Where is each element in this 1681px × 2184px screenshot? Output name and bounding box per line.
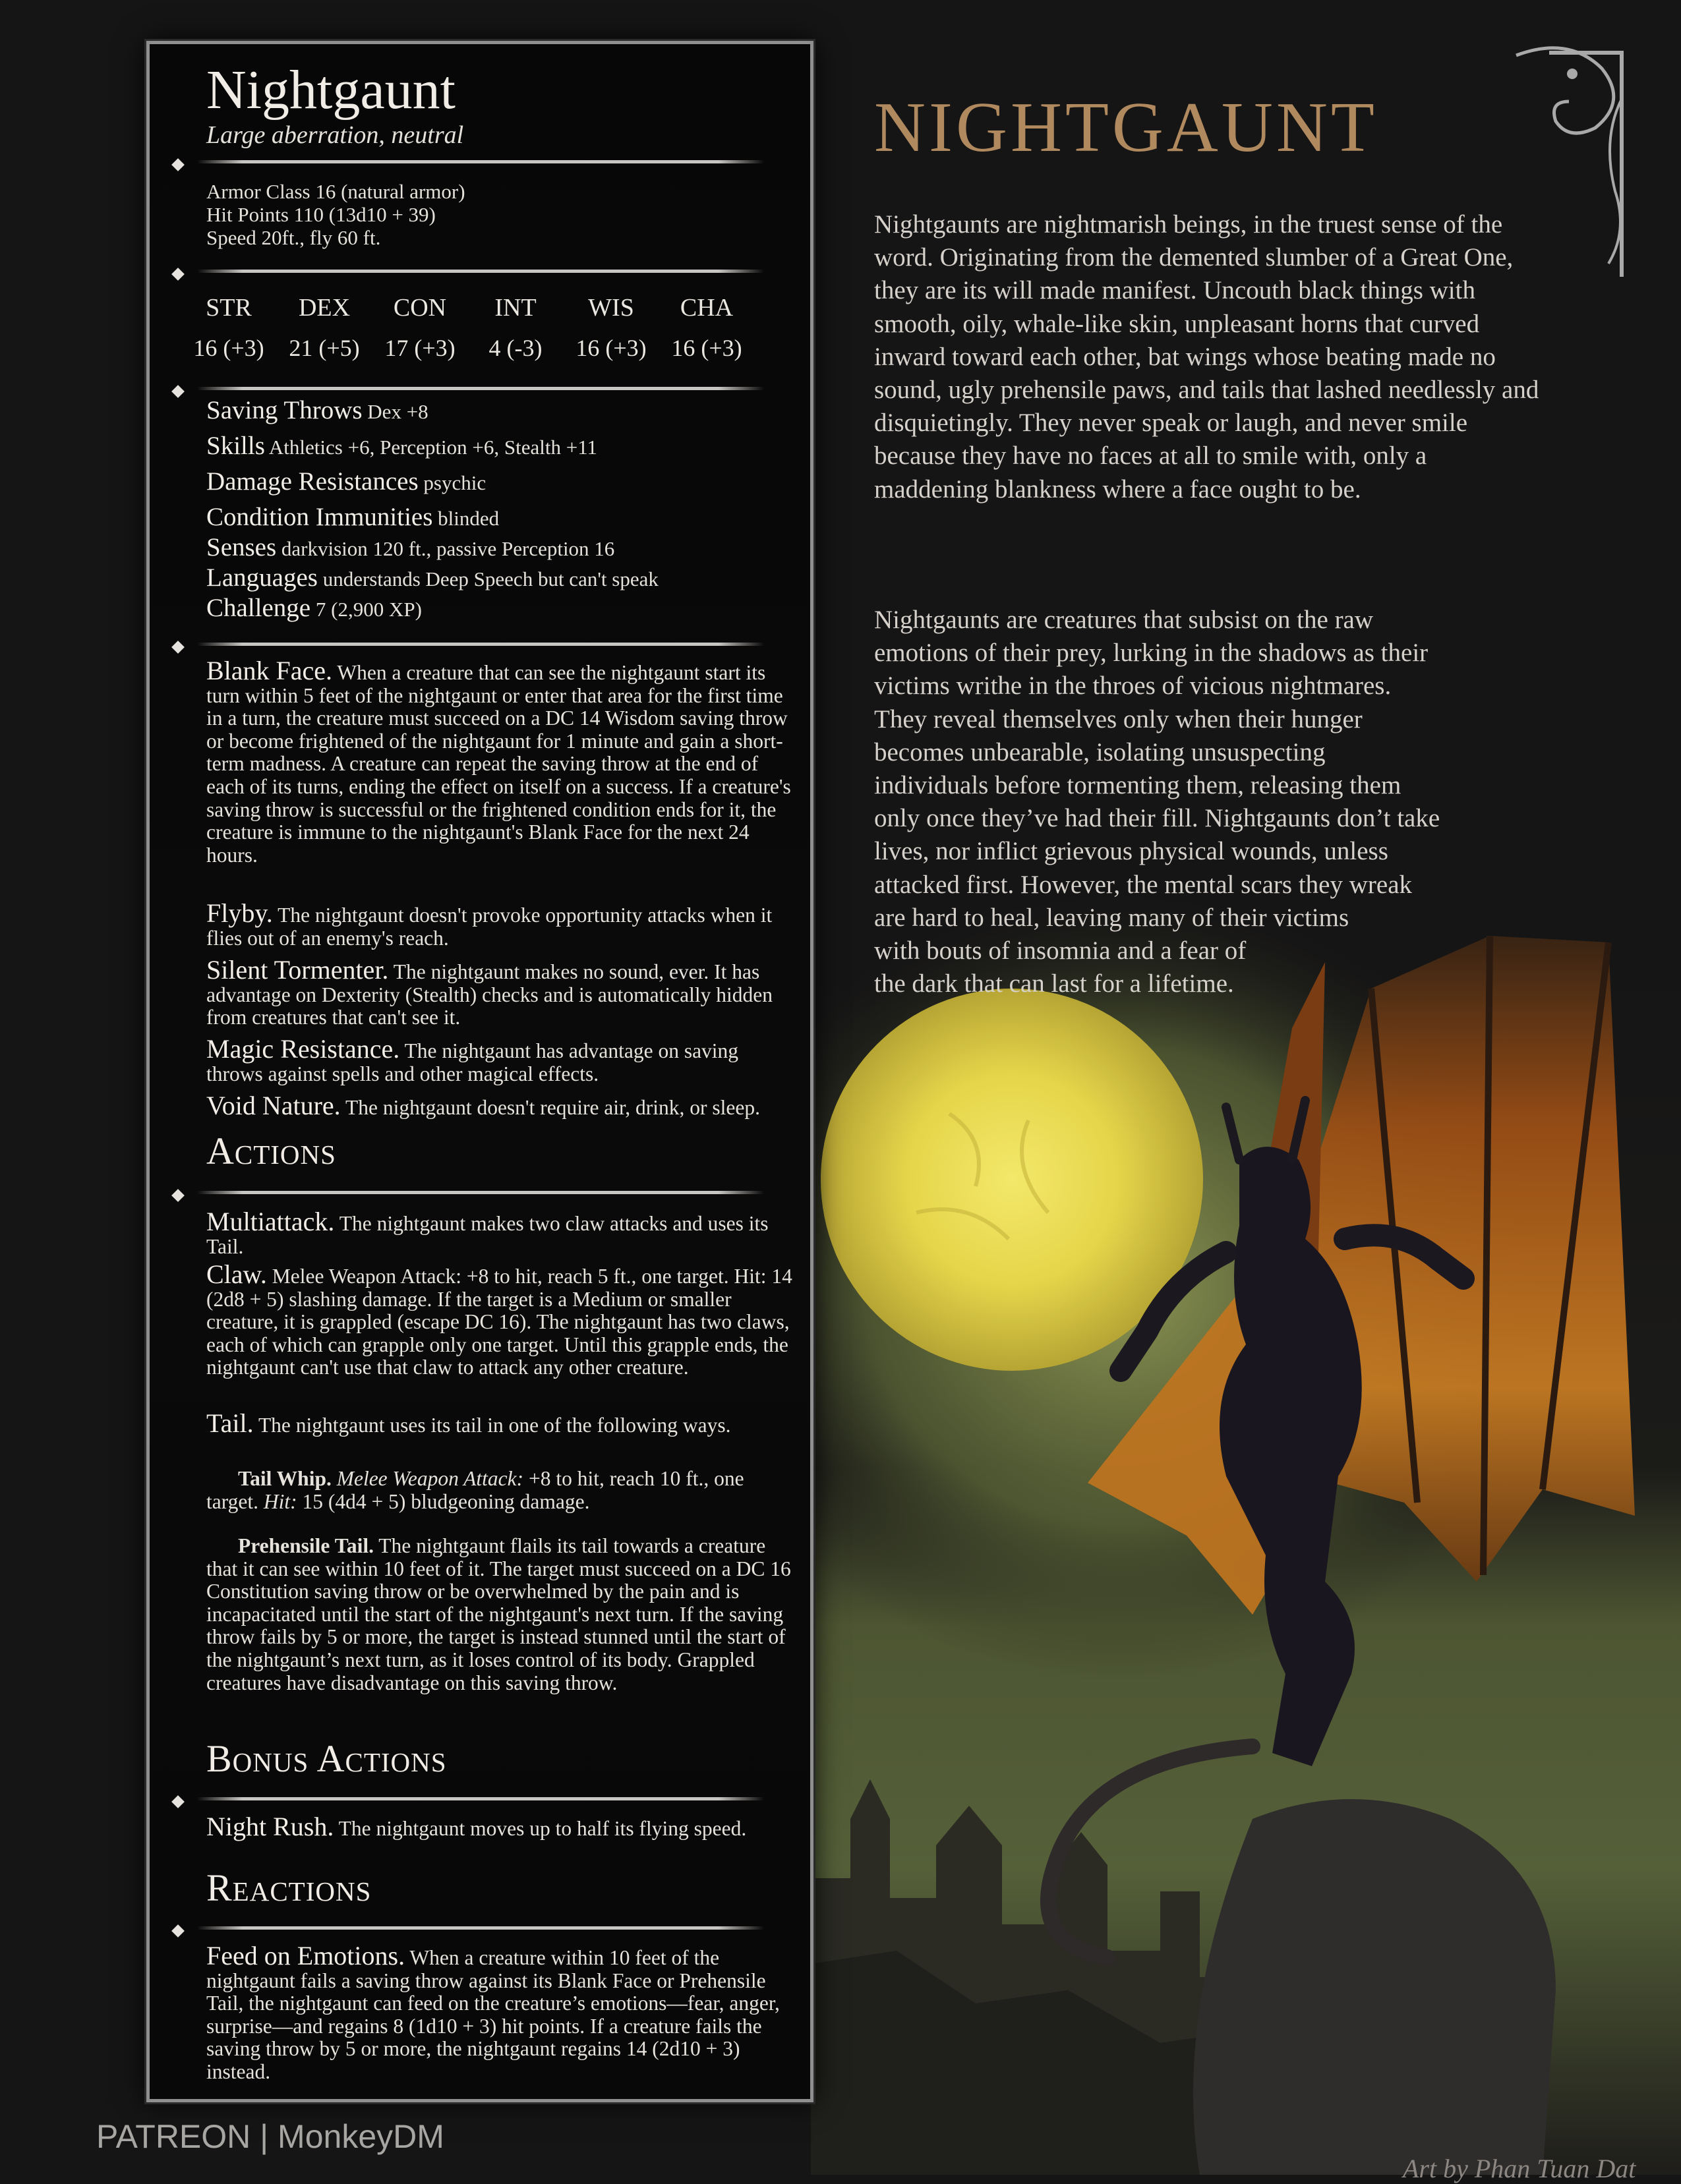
- damage-resistances: Damage Resistances psychic: [206, 467, 487, 496]
- skills: Skills Athletics +6, Perception +6, Stealth +11: [206, 432, 598, 460]
- ability-dex-label: DEX: [298, 294, 351, 322]
- divider: [197, 1926, 764, 1930]
- languages: Languages understands Deep Speech but can't speak: [206, 563, 659, 592]
- stat-block: [146, 41, 813, 2102]
- divider-diamond: [171, 158, 185, 171]
- bonus-night-rush: Night Rush. The nightgaunt moves up to half its flying speed.: [206, 1812, 747, 1841]
- lore-title: NIGHTGAUNT: [874, 88, 1378, 167]
- lore-line: are hard to heal, leaving many of their victims: [874, 903, 1349, 932]
- ability-con-label: CON: [393, 294, 447, 322]
- trait-silent-tormenter: Silent Tormenter. The nightgaunt makes no sound, ever. It has advantage on Dexterity (Stealth) checks and is automatically hidden from creatures that can't see it.: [206, 955, 773, 1029]
- action-tail: Tail. The nightgaunt uses its tail in one of the following ways.: [206, 1408, 731, 1438]
- ability-str-score: 16 (+3): [193, 335, 264, 361]
- speed: Speed 20ft., fly 60 ft.: [206, 226, 381, 249]
- ability-wis-score: 16 (+3): [575, 335, 647, 361]
- ability-wis-label: WIS: [588, 294, 634, 322]
- action-multiattack: Multiattack. The nightgaunt makes two claw attacks and uses its Tail.: [206, 1207, 769, 1258]
- trait-flyby: Flyby. The nightgaunt doesn't provoke opportunity attacks when it flies out of an enemy's reach.: [206, 898, 773, 950]
- actions-heading: Actions: [206, 1130, 336, 1172]
- ability-int-score: 4 (-3): [488, 335, 543, 361]
- lore-line: Nightgaunts are creatures that subsist on the raw: [874, 606, 1374, 634]
- armor-class: Armor Class 16 (natural armor): [206, 180, 465, 203]
- divider-diamond: [171, 1189, 185, 1202]
- lore-line: the dark that can last for a lifetime.: [874, 969, 1234, 998]
- creature-type: Large aberration, neutral: [206, 121, 464, 149]
- divider-diamond: [171, 1924, 185, 1938]
- lore-line: only once they’ve had their fill. Nightgaunts don’t take: [874, 804, 1440, 833]
- divider-diamond: [171, 268, 185, 281]
- ability-dex-score: 21 (+5): [289, 335, 360, 361]
- ability-con-score: 17 (+3): [384, 335, 456, 361]
- ability-int-label: INT: [494, 294, 537, 322]
- ability-str-label: STR: [206, 294, 252, 322]
- divider: [197, 270, 764, 273]
- lore-line: individuals before tormenting them, releasing them: [874, 771, 1401, 800]
- divider-diamond: [171, 1795, 185, 1808]
- divider: [197, 1797, 764, 1800]
- hit-points: Hit Points 110 (13d10 + 39): [206, 203, 436, 226]
- trait-void-nature: Void Nature. The nightgaunt doesn't require air, drink, or sleep.: [206, 1091, 760, 1120]
- art-credit: Art by Phan Tuan Dat: [1403, 2154, 1636, 2183]
- condition-immunities: Condition Immunities blinded: [206, 503, 500, 531]
- senses: Senses darkvision 120 ft., passive Perception 16: [206, 533, 615, 561]
- action-tail-whip: Tail Whip. Melee Weapon Attack: +8 to hit, reach 10 ft., one target. Hit: 15 (4d4 + 5) bludgeoning damage.: [206, 1467, 744, 1513]
- trait-blank-face: Blank Face. When a creature that can see the nightgaunt start its turn within 5 feet of the nightgaunt or enter that area for the first time in a turn, the creature must succeed on a DC 14 Wisdom saving throw or become frightened of the nightgaunt for 1 minute and gain a short-term madness. A creature can repeat the saving throw at the end of each of its turns, ending the effect on itself on a success. If a creature's saving throw is successful or the frightened condition ends for it, the creature is immune to the nightgaunt's Blank Face for the next 24 hours.: [206, 656, 791, 867]
- saving-throws: Saving Throws Dex +8: [206, 396, 428, 424]
- divider-diamond: [171, 641, 185, 654]
- reaction-feed-on-emotions: Feed on Emotions. When a creature within 10 feet of the nightgaunt fails a saving throw against its Blank Face or Prehensile Tail, the nightgaunt can feed on the creature’s emotions—fear, anger, surprise—and regains 8 (1d10 + 3) hit points. If a creature fails the saving throw by 5 or more, the nightgaunt regains 14 (2d10 + 3) instead.: [206, 1941, 780, 2083]
- lore-line: attacked first. However, the mental scars they wreak: [874, 870, 1413, 899]
- bonus-actions-heading: Bonus Actions: [206, 1737, 447, 1780]
- ability-cha-label: CHA: [680, 294, 734, 322]
- lore-line: with bouts of insomnia and a fear of: [874, 936, 1247, 965]
- divider: [197, 160, 764, 163]
- action-claw: Claw. Melee Weapon Attack: +8 to hit, reach 5 ft., one target. Hit: 14 (2d8 + 5) slashing damage. If the target is a Medium or smaller creature, it is grappled (escape DC 16). The nightgaunt has two claws, each of which can grapple only one target. Until this grapple ends, the nightgaunt can't use that claw to attack any other creature.: [206, 1259, 792, 1379]
- challenge: Challenge 7 (2,900 XP): [206, 594, 422, 622]
- divider: [197, 387, 764, 390]
- divider-diamond: [171, 385, 185, 398]
- ability-cha-score: 16 (+3): [671, 335, 742, 361]
- lore-line: lives, nor inflict grievous physical wounds, unless: [874, 837, 1388, 866]
- lore-line: becomes unbearable, isolating unsuspecting: [874, 737, 1326, 766]
- creature-name: Nightgaunt: [206, 59, 456, 121]
- lore-paragraph-1: Nightgaunts are nightmarish beings, in the truest sense of the word. Originating from the demented slumber of a Great One, they are its will made manifest. Uncouth black things with smooth, oily, whale-like skin, unpleasant horns that curved inward toward each other, bat wings whose beating made no sound, ugly prehensile paws, and tails that lashed needlessly and disquietingly. They never speak or laugh, and never smile because they have no faces at all to smile with, only a maddening blankness where a face ought to be.: [874, 210, 1539, 503]
- divider: [197, 1191, 764, 1194]
- trait-magic-resistance: Magic Resistance. The nightgaunt has advantage on saving throws against spells and other magical effects.: [206, 1034, 739, 1085]
- patreon-credit: PATREON | MonkeyDM: [96, 2118, 444, 2155]
- lore-line: emotions of their prey, lurking in the shadows as their: [874, 639, 1429, 668]
- lore-paragraph-2: [874, 604, 1540, 1000]
- reactions-heading: Reactions: [206, 1866, 372, 1909]
- action-prehensile-tail: Prehensile Tail. The nightgaunt flails its tail towards a creature that it can see within 10 feet of it. The target must succeed on a DC 16 Constitution saving throw or be overwhelmed by the pain and is incapacitated until the start of the nightgaunt's next turn. If the saving throw fails by 5 or more, the target is instead stunned until the start of the nightgaunt’s next turn, as it loses control of its body. Grappled creatures have disadvantage on this saving throw.: [206, 1534, 791, 1694]
- lore-line: victims writhe in the throes of vicious nightmares.: [874, 672, 1392, 701]
- lore-line: They reveal themselves only when their hunger: [874, 704, 1363, 733]
- divider: [197, 643, 764, 646]
